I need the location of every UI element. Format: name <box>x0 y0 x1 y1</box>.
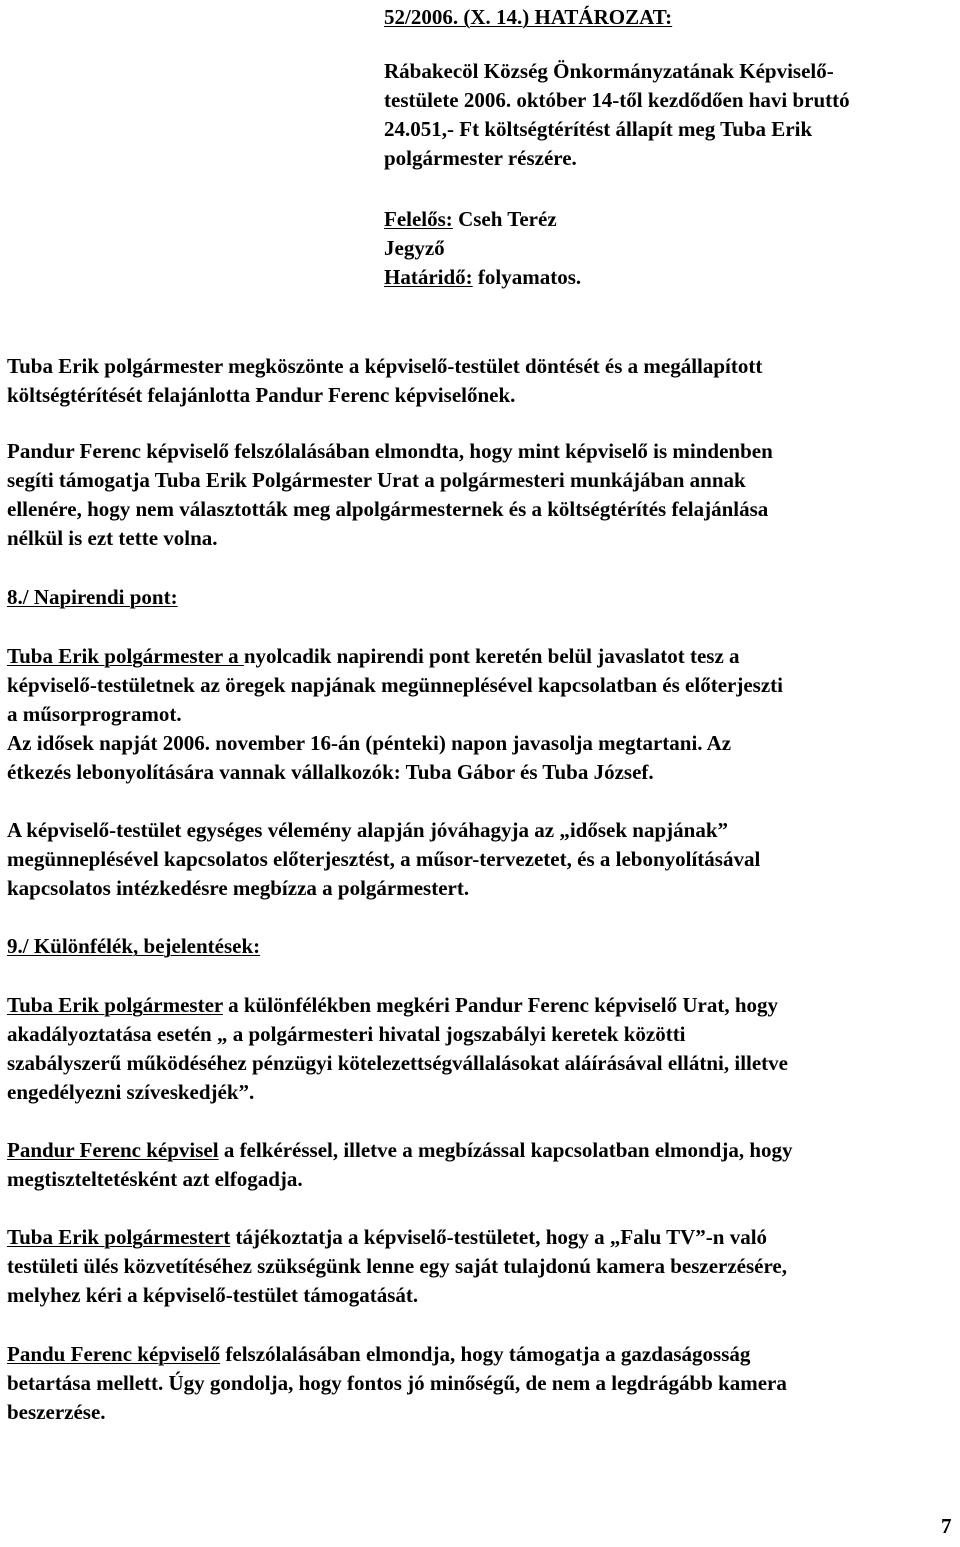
text-line: A képviselő-testület egységes vélemény alapján jóváhagyja az „idősek napjának” <box>7 818 728 842</box>
text-line: megünneplésével kapcsolatos előterjesztést, a műsor-tervezetet, és a lebonyolításával <box>7 847 761 871</box>
text-line: Pandur Ferenc képviselő felszólalásában elmondta, hogy mint képviselő is mindenben <box>7 439 773 463</box>
responsible-name: Cseh Teréz <box>458 207 557 231</box>
text-line: polgármester részére. <box>384 146 577 170</box>
text-line: beszerzése. <box>7 1400 106 1424</box>
text-line: Tuba Erik polgármester megköszönte a képviselő-testület döntését és a megállapított <box>7 354 763 378</box>
text-line: Tuba Erik polgármester a különfélékben megkéri Pandur Ferenc képviselő Urat, hogy <box>7 993 778 1017</box>
speaker-name: Tuba Erik polgármester a <box>7 644 244 668</box>
responsible-label: Felelős: <box>384 207 453 231</box>
text-line: kapcsolatos intézkedésre megbízza a polgármestert. <box>7 876 470 900</box>
text-line: ellenére, hogy nem választották meg alpolgármesternek és a költségtérítés felajánlása <box>7 497 769 521</box>
text-line: költségtérítését felajánlotta Pandur Ferenc képviselőnek. <box>7 383 516 407</box>
text-line: engedélyezni szíveskedjék”. <box>7 1080 255 1104</box>
text-line: 24.051,- Ft költségtérítést állapít meg Tuba Erik <box>384 117 813 141</box>
paragraph-request <box>7 991 942 1107</box>
text-line: szabályszerű működéséhez pénzügyi kötelezettségvállalásokat aláírásával ellátni, illetve <box>7 1051 788 1075</box>
text-line: Az idősek napját 2006. november 16-án (pénteki) napon javasolja megtartani. Az <box>7 731 732 755</box>
text-line: testületi ülés közvetítéséhez szükségünk lenne egy saját tulajdonú kamera beszerzésére, <box>7 1254 788 1278</box>
text-line: Tuba Erik polgármestert tájékoztatja a képviselő-testületet, hogy a „Falu TV”-n való <box>7 1225 768 1249</box>
item8-heading: 8./ Napirendi pont: <box>7 585 178 609</box>
resolution-text <box>384 57 946 173</box>
text-line: a műsorprogramot. <box>7 702 182 726</box>
text-line: nélkül is ezt tette volna. <box>7 526 218 550</box>
paragraph-thanks <box>7 352 942 410</box>
paragraph-economy <box>7 1340 942 1427</box>
paragraph-pandur <box>7 437 942 553</box>
text-line: akadályoztatása esetén „ a polgármesteri hivatal jogszabályi keretek közötti <box>7 1022 686 1046</box>
resolution-heading: 52/2006. (X. 14.) HATÁROZAT: <box>384 5 673 29</box>
paragraph-accept <box>7 1136 942 1194</box>
text-line: megtiszteltetésként azt elfogadja. <box>7 1167 303 1191</box>
text-line: testülete 2006. október 14-től kezdődően havi bruttó <box>384 88 850 112</box>
text-line: Tuba Erik polgármester a nyolcadik napirendi pont keretén belül javaslatot tesz a <box>7 644 740 668</box>
text-line: Rábakecöl Község Önkormányzatának Képviselő- <box>384 59 834 83</box>
speaker-name: Tuba Erik polgármestert <box>7 1225 231 1249</box>
deadline-value: folyamatos. <box>477 265 582 289</box>
responsible-title: Jegyző <box>384 236 445 260</box>
page-number: 7 <box>941 1514 952 1538</box>
text-line: képviselő-testületnek az öregek napjának megünneplésével kapcsolatban és előterjeszti <box>7 673 783 697</box>
responsible-block <box>384 205 581 292</box>
text-line: Pandu Ferenc képviselő felszólalásában elmondja, hogy támogatja a gazdaságosság <box>7 1342 751 1366</box>
item8-paragraph <box>7 642 942 787</box>
text-line: segíti támogatja Tuba Erik Polgármester Urat a polgármesteri munkájában annak <box>7 468 746 492</box>
paragraph-camera <box>7 1223 942 1310</box>
responsible-line <box>384 205 581 234</box>
text-line: étkezés lebonyolítására vannak vállalkozók: Tuba Gábor és Tuba József. <box>7 760 654 784</box>
speaker-name: Pandu Ferenc képviselő <box>7 1342 221 1366</box>
item9-heading: 9./ Különfélék, bejelentések: <box>7 934 261 958</box>
text-line: Pandur Ferenc képvisel a felkéréssel, illetve a megbízással kapcsolatban elmondja, hogy <box>7 1138 793 1162</box>
deadline-line <box>384 263 581 292</box>
speaker-name: Pandur Ferenc képvisel <box>7 1138 219 1162</box>
deadline-label: Határidő: <box>384 265 473 289</box>
text-line: betartása mellett. Úgy gondolja, hogy fontos jó minőségű, de nem a legdrágább kamera <box>7 1371 787 1395</box>
paragraph-approval <box>7 816 942 903</box>
text-line: melyhez kéri a képviselő-testület támogatását. <box>7 1283 419 1307</box>
speaker-name: Tuba Erik polgármester <box>7 993 223 1017</box>
